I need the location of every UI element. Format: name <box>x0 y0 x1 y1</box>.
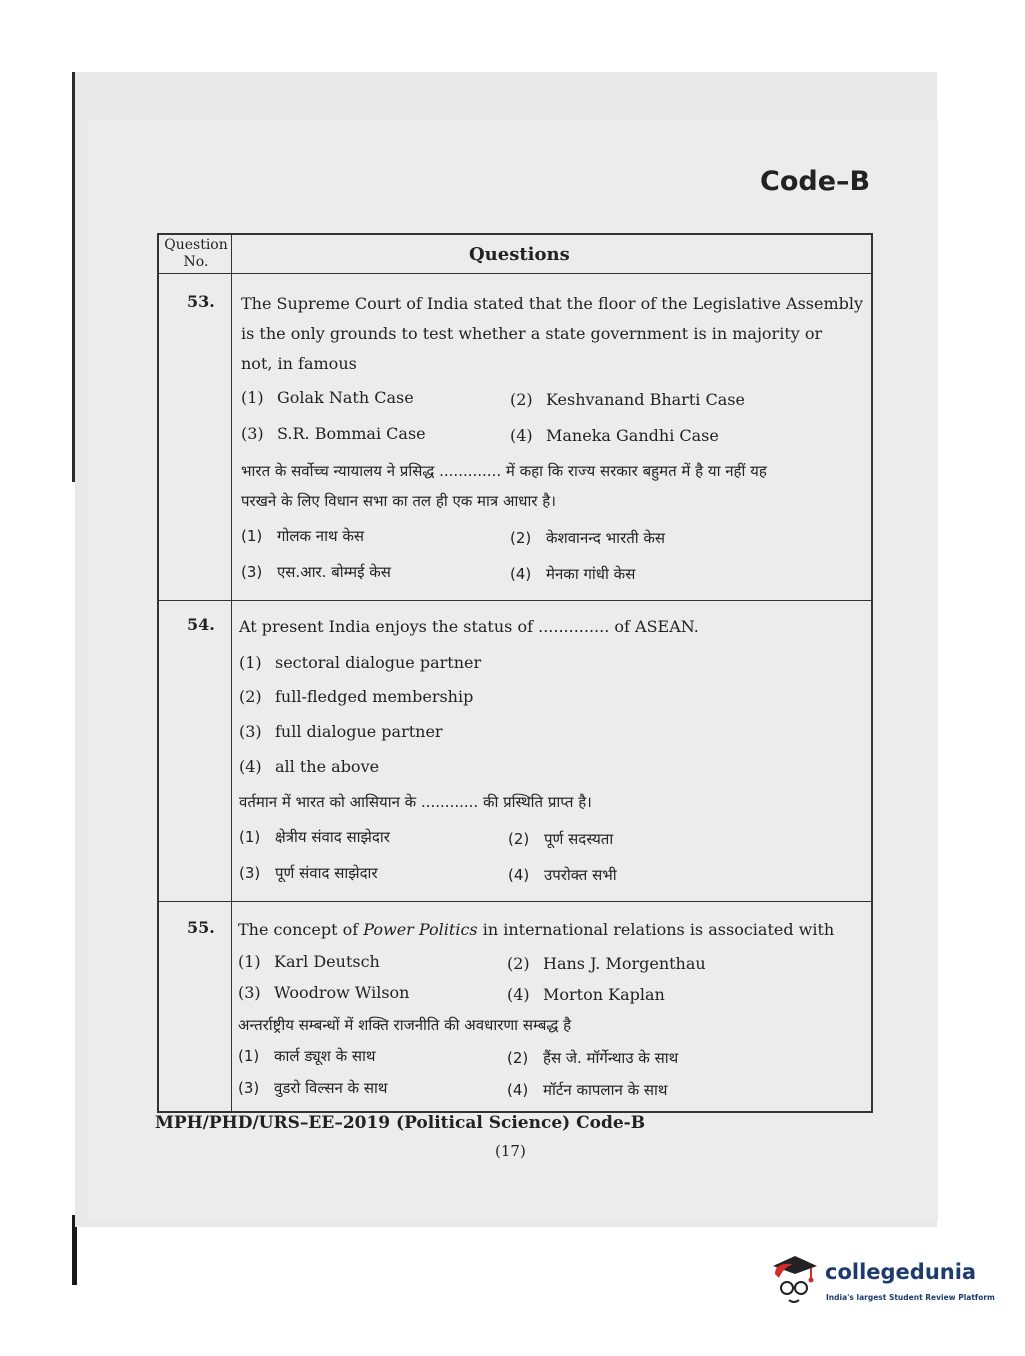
option-number: (4) <box>510 565 532 583</box>
option <box>239 687 473 706</box>
option-text: all the above <box>275 757 380 776</box>
option <box>507 954 706 973</box>
option-number: (1) <box>238 952 261 971</box>
option-number: (3) <box>238 1079 260 1097</box>
option-text: full-fledged membership <box>275 687 474 706</box>
option-text: S.R. Bommai Case <box>277 424 426 443</box>
mascot-icon <box>765 1252 821 1308</box>
question-text-hindi: परखने के लिए विधान सभा का तल ही एक मात्र आधार है। <box>241 492 556 510</box>
question-text: not, in famous <box>241 354 357 373</box>
question-number: 55. <box>187 918 215 937</box>
option-text: Keshvanand Bharti Case <box>546 390 745 409</box>
option-hindi <box>508 829 613 849</box>
option <box>507 985 665 1004</box>
option-text: पूर्ण सदस्यता <box>544 830 614 848</box>
option-text: sectoral dialogue partner <box>275 653 482 672</box>
question-text-hindi: भारत के सर्वोच्च न्यायालय ने प्रसिद्ध ............. में कहा कि राज्य सरकार बहुमत में है या नहीं यह <box>241 462 767 480</box>
option-number: (3) <box>238 983 261 1002</box>
column-divider <box>231 235 232 1111</box>
option-text: गोलक नाथ केस <box>277 527 365 545</box>
option-text: Karl Deutsch <box>274 952 380 971</box>
option <box>238 952 380 971</box>
option-text: केशवानन्द भारती केस <box>546 529 666 547</box>
question-text-hindi: अन्तर्राष्ट्रीय सम्बन्धों में शक्ति राजनीति की अवधारणा सम्बद्ध है <box>238 1016 572 1034</box>
option-number: (2) <box>507 954 530 973</box>
header-question-no: Question No. <box>164 237 228 270</box>
option-hindi <box>510 564 635 584</box>
option-number: (4) <box>508 866 530 884</box>
option-text: मॉर्टन कापलान के साथ <box>543 1081 668 1099</box>
option-hindi <box>239 827 390 847</box>
emphasis-term: Power Politics <box>363 920 478 939</box>
option-text: पूर्ण संवाद साझेदार <box>275 864 378 882</box>
option-number: (2) <box>510 529 532 547</box>
question-text-part: in international relations is associated with <box>477 920 835 939</box>
option-text: Woodrow Wilson <box>274 983 410 1002</box>
option-hindi <box>238 1046 376 1066</box>
option <box>238 983 409 1002</box>
question-text: is the only grounds to test whether a state government is in majority or <box>241 324 823 343</box>
option-number: (2) <box>510 390 533 409</box>
option-number: (2) <box>508 830 530 848</box>
option <box>510 426 719 445</box>
option-hindi <box>507 1080 667 1100</box>
question-number: 54. <box>187 615 215 634</box>
option-hindi <box>238 1078 387 1098</box>
option-text: Maneka Gandhi Case <box>546 426 719 445</box>
option-number: (3) <box>241 424 264 443</box>
row-divider <box>159 600 871 601</box>
option-number: (2) <box>507 1049 529 1067</box>
option-text: उपरोक्त सभी <box>544 866 617 884</box>
question-text <box>238 920 834 939</box>
option-hindi <box>507 1048 678 1068</box>
option-number: (4) <box>507 1081 529 1099</box>
option-number: (1) <box>241 527 263 545</box>
option <box>239 757 379 776</box>
option-text: Morton Kaplan <box>543 985 665 1004</box>
option-hindi <box>239 863 378 883</box>
questions-table <box>157 233 873 1113</box>
option <box>241 388 414 407</box>
option-number: (1) <box>239 828 261 846</box>
option <box>239 722 443 741</box>
header-divider <box>159 273 871 274</box>
collegedunia-logo <box>765 1250 995 1320</box>
option <box>241 424 426 443</box>
option-text: हैंस जे. मॉर्गेन्थाउ के साथ <box>543 1049 679 1067</box>
option-number: (2) <box>239 687 262 706</box>
option-number: (3) <box>239 864 261 882</box>
option-number: (4) <box>239 757 262 776</box>
option-text: Hans J. Morgenthau <box>543 954 706 973</box>
question-number: 53. <box>187 292 215 311</box>
option-number: (3) <box>239 722 262 741</box>
option-number: (1) <box>238 1047 260 1065</box>
option-number: (4) <box>510 426 533 445</box>
option-text: वुडरो विल्सन के साथ <box>274 1079 388 1097</box>
option-hindi <box>510 528 665 548</box>
option-text: Golak Nath Case <box>277 388 414 407</box>
option-text: full dialogue partner <box>275 722 443 741</box>
page-number: (17) <box>495 1142 526 1160</box>
option-number: (3) <box>241 563 263 581</box>
question-text-part: The concept of <box>238 920 364 939</box>
option-number: (1) <box>239 653 262 672</box>
option <box>510 390 745 409</box>
question-text: At present India enjoys the status of .............. of ASEAN. <box>239 617 699 636</box>
option-hindi <box>241 526 364 546</box>
question-text-hindi: वर्तमान में भारत को आसियान के ............ की प्रस्थिति प्राप्त है। <box>239 793 592 811</box>
option-number: (1) <box>241 388 264 407</box>
header-questions: Questions <box>469 244 570 265</box>
option-text: क्षेत्रीय संवाद साझेदार <box>275 828 390 846</box>
row-divider <box>159 901 871 902</box>
option-text: मेनका गांधी केस <box>546 565 636 583</box>
logo-tagline: India's largest Student Review Platform <box>826 1293 995 1302</box>
exam-footer: MPH/PHD/URS–EE–2019 (Political Science) Code-B <box>155 1113 646 1133</box>
option <box>239 653 481 672</box>
option-text: कार्ल ड्यूश के साथ <box>274 1047 376 1065</box>
question-text: The Supreme Court of India stated that the floor of the Legislative Assembly <box>241 294 864 313</box>
option-hindi <box>508 865 617 885</box>
option-text: एस.आर. बोम्मई केस <box>277 563 391 581</box>
option-number: (4) <box>507 985 530 1004</box>
code-label: Code–B <box>760 166 871 197</box>
option-hindi <box>241 562 391 582</box>
logo-name: collegedunia <box>825 1260 977 1284</box>
